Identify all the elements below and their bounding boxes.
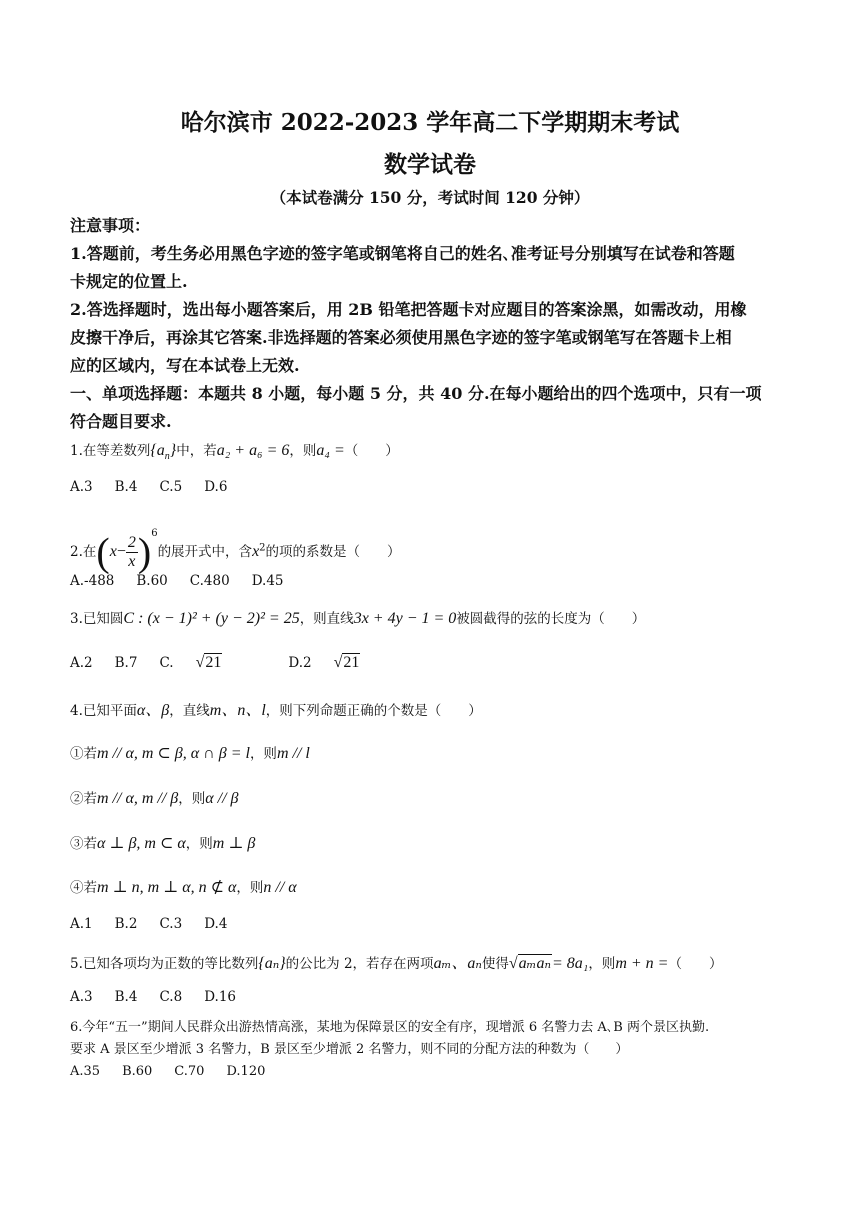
q3-post: 被圆截得的弦的长度为（ ） (456, 611, 646, 627)
q4-option-c: C.3 (159, 916, 183, 932)
q2-frac-den: x (128, 553, 136, 570)
q6-option-d: D.120 (226, 1064, 266, 1079)
q2-option-d: D.45 (251, 573, 284, 589)
exam-note: （本试卷满分 150 分，考试时间 120 分钟） (270, 188, 590, 207)
notice-item-2-line-2: 皮擦干净后，再涂其它答案.非选择题的答案必须使用黑色字迹的签字笔或钢笔写在答题卡上相 (70, 328, 732, 347)
q6-line-2: 要求 A 景区至少增派 3 名警力，B 景区至少增派 2 名警力，则不同的分配方法的种数为（ ） (70, 1042, 629, 1057)
q4-prop-1-condition: m // α, m ⊂ β, α ∩ β = l (97, 745, 250, 762)
q1-mid2: ，则 (289, 443, 317, 459)
q4-option-a: A.1 (70, 916, 93, 932)
notice-block (70, 212, 800, 436)
q3-option-c-label: C. (159, 655, 174, 671)
q4-prop-3-prefix: ③若 (70, 836, 97, 852)
q4-mid: ，直线 (169, 703, 210, 719)
q1-seq-sub: n (164, 451, 170, 463)
exam-title: 哈尔滨市 2022-2023 学年高二下学期期末考试 (180, 109, 680, 136)
q5-equation: = 8a₁ (551, 955, 589, 972)
q5-target: m + n = (615, 955, 669, 972)
question-4 (70, 697, 800, 720)
q3-prefix: 3.已知圆 (70, 611, 124, 627)
q3-option-c-radicand: 21 (205, 654, 222, 671)
q4-prop-2-then: ，则 (178, 791, 206, 807)
q1-seq-open: {a (150, 442, 165, 459)
q5-sqrt: √aₘaₙ (508, 955, 551, 972)
q4-proposition-4 (70, 876, 800, 897)
q4-proposition-2 (70, 787, 800, 808)
q4-prop-2-conclusion: α // β (205, 790, 239, 807)
q2-term-power: 2 (259, 542, 266, 554)
q4-prop-4-then: ，则 (236, 880, 264, 896)
q1-options (70, 479, 800, 495)
q2-paren-close: ) (137, 529, 152, 575)
q1-option-c: C.5 (159, 479, 183, 495)
q2-term: x (252, 543, 260, 560)
q4-option-b: B.2 (114, 916, 138, 932)
section-1-line-2: 符合题目要求. (70, 412, 172, 431)
q5-sequence: {aₙ} (258, 955, 286, 972)
q3-options (70, 653, 800, 672)
exam-subtitle: 数学试卷 (384, 151, 476, 178)
q2-minus: − (116, 543, 126, 560)
q4-option-d: D.4 (204, 916, 228, 932)
q3-line-equation: 3x + 4y − 1 = 0 (353, 610, 457, 627)
q3-mid: ，则直线 (299, 611, 354, 627)
q6-options (70, 1061, 800, 1083)
q3-option-b: B.7 (114, 655, 138, 671)
question-2 (70, 510, 800, 575)
q1-target: a₄ = (316, 442, 345, 459)
q6-option-a: A.35 (70, 1064, 101, 1079)
q4-prop-4-condition: m ⊥ n, m ⊥ α, n ⊄ α (97, 879, 237, 896)
q4-prop-4-prefix: ④若 (70, 880, 97, 896)
q5-prefix: 5.已知各项均为正数的等比数列 (70, 956, 259, 972)
q2-option-b: B.60 (136, 573, 168, 589)
notice-item-2-line-1: 2.答选择题时，选出每小题答案后，用 2B 铅笔把答题卡对应题目的答案涂黑，如需改动，用橡 (70, 300, 747, 319)
q3-option-a: A.2 (70, 655, 93, 671)
q5-answer-paren: （ ） (668, 956, 723, 972)
q4-prop-3-conclusion: m ⊥ β (212, 835, 256, 852)
q4-prop-3-then: ，则 (185, 836, 213, 852)
q2-frac-num: 2 (127, 534, 136, 551)
question-3 (70, 607, 800, 628)
q1-mid: 中，若 (176, 443, 217, 459)
notice-heading: 注意事项： (70, 216, 151, 235)
q4-prop-1-conclusion: m // l (276, 745, 310, 762)
q1-answer-paren: （ ） (344, 443, 399, 459)
q3-option-d-sqrt: √21 (333, 654, 360, 671)
q2-fraction (126, 534, 138, 571)
q2-mid: 的展开式中，含 (157, 544, 253, 560)
q3-option-c (159, 653, 266, 672)
q4-prop-3-condition: α ⊥ β, m ⊂ α (97, 835, 186, 852)
q3-option-d (288, 653, 404, 672)
q2-options (70, 573, 800, 589)
q1-seq-close: } (169, 442, 177, 459)
q1-condition: a₂ + a₆ = 6 (216, 442, 290, 459)
q4-prop-1-prefix: ①若 (70, 746, 97, 762)
q4-prop-2-condition: m // α, m // β (97, 790, 179, 807)
q1-sequence (150, 442, 177, 463)
question-6 (70, 1017, 800, 1083)
q5-mid: 的公比为 2，若存在两项 (285, 956, 434, 972)
q5-option-c: C.8 (159, 989, 183, 1005)
question-1 (70, 439, 800, 462)
q4-proposition-1 (70, 742, 800, 763)
q5-option-d: D.16 (204, 989, 236, 1005)
q2-power: 6 (151, 528, 158, 539)
q6-line-1: 6.今年“五一”期间人民群众出游热情高涨，某地为保障景区的安全有序，现增派 6 名警力去 A､B 两个景区执勤. (70, 1020, 710, 1035)
q2-prefix: 2.在 (70, 544, 97, 560)
q2-paren-open: ( (96, 529, 110, 575)
q4-prop-1-then: ，则 (249, 746, 277, 762)
q2-post: 的项的系数是（ ） (265, 544, 401, 560)
q1-option-a: A.3 (70, 479, 93, 495)
q3-circle-equation: C : (x − 1)² + (y − 2)² = 25 (123, 610, 300, 627)
q3-option-d-radicand: 21 (343, 654, 360, 671)
q3-option-c-sqrt: √21 (195, 654, 222, 671)
q5-option-b: B.4 (114, 989, 138, 1005)
q5-radicand: aₘaₙ (518, 955, 551, 972)
notice-item-1-line-2: 卡规定的位置上. (70, 272, 188, 291)
q4-options (70, 916, 800, 932)
q5-option-a: A.3 (70, 989, 93, 1005)
notice-item-2-line-3: 应的区域内，写在本试卷上无效. (70, 356, 300, 375)
q5-terms: aₘ、aₙ (433, 955, 482, 972)
q4-planes: α、β (136, 702, 170, 719)
q1-option-d: D.6 (204, 479, 228, 495)
q6-option-c: C.70 (174, 1064, 205, 1079)
section-1-line-1: 一、单项选择题：本题共 8 小题，每小题 5 分，共 40 分.在每小题给出的四个选项中，只有一项 (70, 384, 762, 403)
q2-option-c: C.480 (189, 573, 230, 589)
q4-proposition-3 (70, 832, 800, 853)
q4-lines: m、n、l (209, 702, 266, 719)
q6-option-b: B.60 (122, 1064, 153, 1079)
q2-expr-x: x (109, 543, 117, 560)
q5-mid3: ，则 (588, 956, 616, 972)
q4-prefix: 4.已知平面 (70, 703, 137, 719)
q5-mid2: 使得 (481, 956, 509, 972)
q4-prop-4-conclusion: n // α (263, 879, 297, 896)
notice-item-1-line-1: 1.答题前，考生务必用黑色字迹的签字笔或钢笔将自己的姓名､准考证号分别填写在试卷和答题 (70, 244, 735, 263)
q4-prop-2-prefix: ②若 (70, 791, 97, 807)
question-5 (70, 950, 800, 973)
q1-option-b: B.4 (114, 479, 138, 495)
q3-option-d-label: D.2 (288, 655, 312, 671)
q1-prefix: 1.在等差数列 (70, 443, 151, 459)
q5-options (70, 989, 800, 1005)
q2-option-a: A.-488 (70, 573, 115, 589)
q4-post: ，则下列命题正确的个数是（ ） (265, 703, 482, 719)
